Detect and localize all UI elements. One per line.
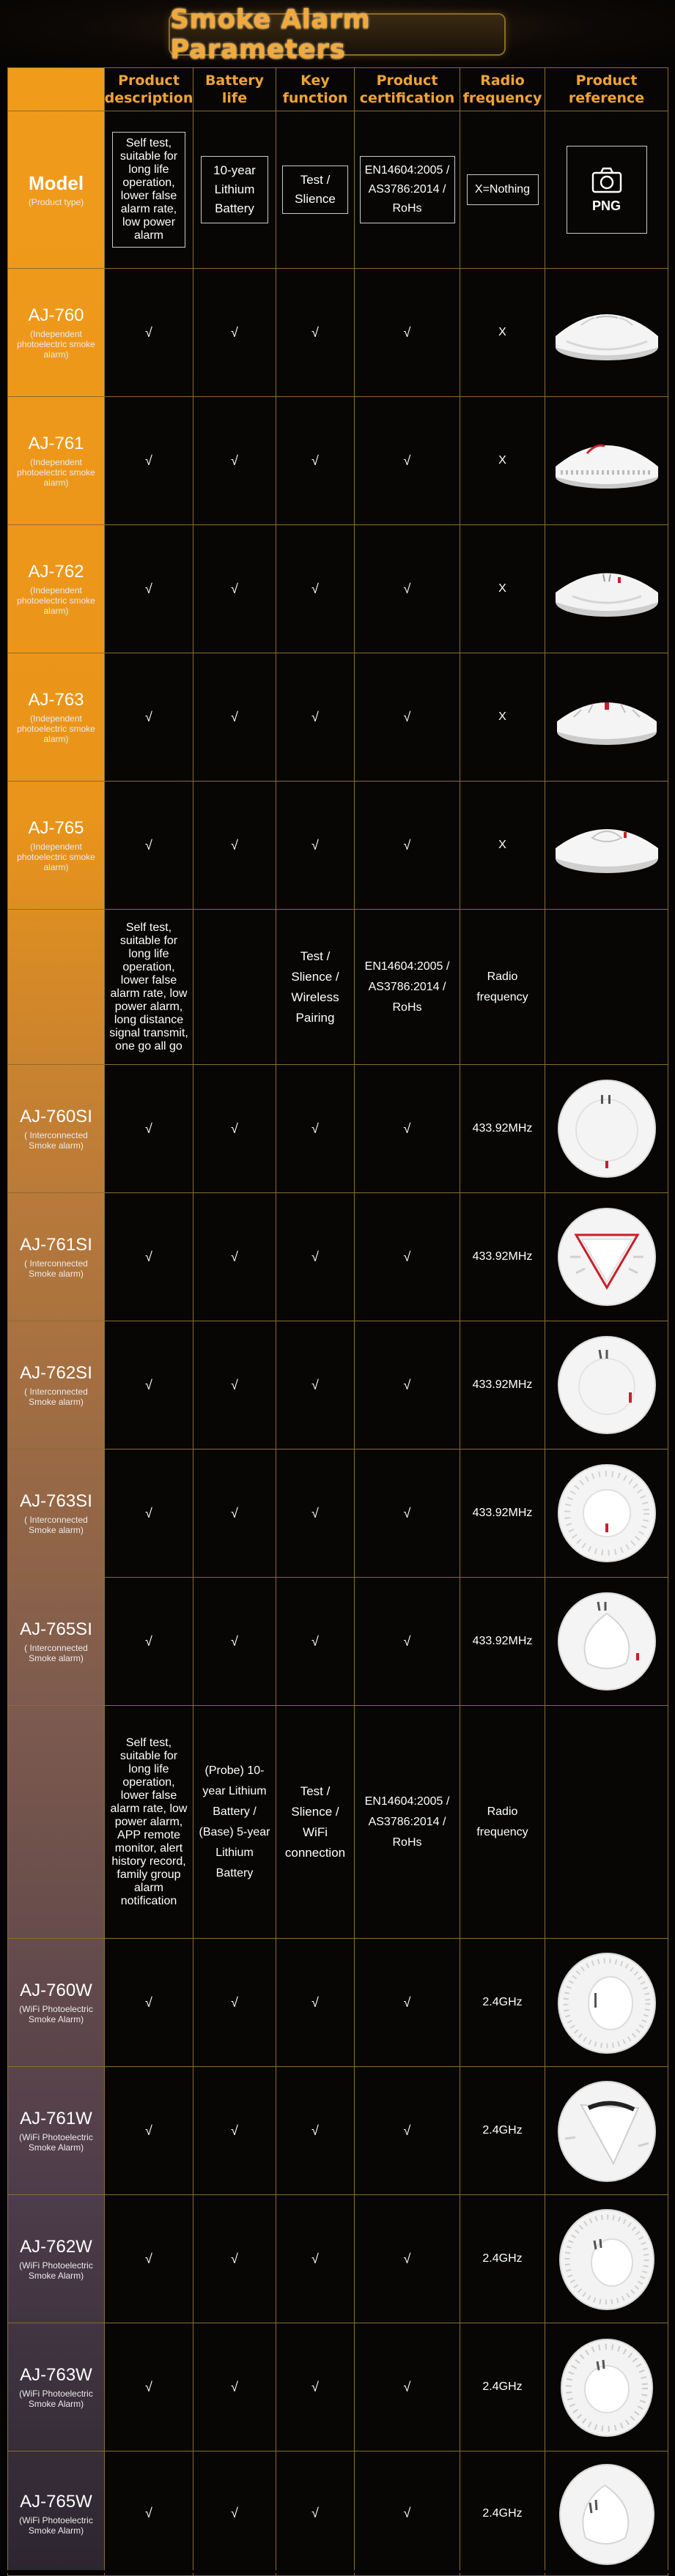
smoke-alarm-top-image [556, 1206, 658, 1308]
group2-reference-empty [545, 910, 668, 1065]
model-name: AJ-762 [28, 562, 84, 582]
smoke-alarm-side-image [552, 552, 662, 626]
page-floor [0, 2570, 675, 2573]
check-mark: √ [355, 397, 460, 525]
legend-description: Self test, suitable for long life operation, lower false alarm rate, low power alarm [112, 132, 185, 248]
col-header-reference: Product reference [545, 68, 668, 111]
radio-value: 2.4GHz [460, 1939, 545, 2067]
model-type: (Independent photoelectric smoke alarm) [17, 329, 95, 360]
check-mark: √ [193, 397, 276, 525]
legend-key: Test / Slience [282, 166, 348, 214]
group2-radio: Radio frequency [460, 910, 545, 1065]
check-mark: √ [193, 782, 276, 910]
col-header-description: Product description [105, 68, 193, 111]
check-mark: √ [193, 2451, 276, 2576]
radio-value: 2.4GHz [460, 2195, 545, 2323]
model-type: (WiFi Photoelectric Smoke Alarm) [19, 2514, 93, 2536]
smoke-alarm-angled-image [552, 2204, 662, 2314]
radio-value: 2.4GHz [460, 2067, 545, 2195]
group2-battery-empty [193, 910, 276, 1065]
page-title: Smoke Alarm Parameters [170, 4, 371, 64]
model-cell-aj-763si [8, 1450, 105, 1578]
group2-spacer [8, 910, 105, 1065]
check-mark: √ [105, 1939, 193, 2067]
model-name: AJ-760SI [20, 1107, 92, 1126]
group3-radio: Radio frequency [460, 1706, 545, 1939]
col-header-certification: Product certification [355, 68, 460, 111]
group3-reference-empty [545, 1706, 668, 1939]
check-mark: √ [276, 1939, 355, 2067]
check-mark: √ [105, 1578, 193, 1706]
check-mark: √ [105, 1321, 193, 1450]
check-mark: √ [355, 1578, 460, 1706]
legend-reference-label: PNG [591, 198, 621, 213]
model-cell-aj-762 [8, 525, 105, 653]
check-mark: √ [276, 1193, 355, 1321]
model-cell-aj-760si [8, 1065, 105, 1193]
smoke-alarm-side-image [552, 424, 662, 497]
check-mark: √ [355, 1450, 460, 1578]
model-type: (WiFi Photoelectric Smoke Alarm) [19, 2260, 93, 2281]
radio-value: X [460, 397, 545, 525]
model-type: ( Interconnected Smoke alarm) [24, 1258, 88, 1279]
model-cell-aj-761si [8, 1193, 105, 1321]
product-image-aj-765w [545, 2451, 668, 2576]
smoke-alarm-angled-image [552, 2332, 662, 2442]
check-mark: √ [355, 2067, 460, 2195]
check-mark: √ [276, 1578, 355, 1706]
model-cell-aj-760 [8, 269, 105, 397]
legend-radio-cell [460, 111, 545, 269]
product-image-aj-760w [545, 1939, 668, 2067]
model-type: (WiFi Photoelectric Smoke Alarm) [19, 2004, 93, 2024]
model-type: (Independent photoelectric smoke alarm) [17, 842, 95, 872]
check-mark: √ [276, 1321, 355, 1450]
model-type: (Independent photoelectric smoke alarm) [17, 585, 95, 616]
group3-key: Test / Slience / WiFi connection [276, 1706, 355, 1939]
check-mark: √ [105, 2195, 193, 2323]
radio-value: X [460, 525, 545, 653]
model-name: AJ-762W [20, 2237, 92, 2257]
check-mark: √ [193, 2195, 276, 2323]
model-name: AJ-761W [20, 2109, 92, 2128]
smoke-alarm-side-image [552, 809, 662, 882]
check-mark: √ [276, 397, 355, 525]
legend-key-cell [276, 111, 355, 269]
legend-battery-cell [193, 111, 276, 269]
check-mark: √ [355, 1321, 460, 1450]
check-mark: √ [105, 2451, 193, 2576]
check-mark: √ [105, 1065, 193, 1193]
radio-value: 433.92MHz [460, 1450, 545, 1578]
check-mark: √ [276, 1450, 355, 1578]
check-mark: √ [355, 2451, 460, 2576]
check-mark: √ [193, 2323, 276, 2451]
model-type: ( Interconnected Smoke alarm) [24, 1130, 88, 1151]
model-name: AJ-760 [28, 305, 84, 325]
group3-cert: EN14604:2005 / AS3786:2014 / RoHs [355, 1706, 460, 1939]
product-image-aj-765 [545, 782, 668, 910]
product-image-aj-763w [545, 2323, 668, 2451]
product-image-aj-763 [545, 653, 668, 782]
smoke-alarm-top-image [556, 1334, 658, 1436]
radio-value: 433.92MHz [460, 1321, 545, 1450]
product-image-aj-762 [545, 525, 668, 653]
check-mark: √ [193, 2067, 276, 2195]
check-mark: √ [193, 1065, 276, 1193]
check-mark: √ [276, 2323, 355, 2451]
model-type: (Independent photoelectric smoke alarm) [17, 457, 95, 488]
model-cell-aj-760w [8, 1939, 105, 2067]
legend-reference-cell [545, 111, 668, 269]
title-plate [170, 4, 504, 64]
radio-value: X [460, 269, 545, 397]
smoke-alarm-angled-image [552, 2076, 662, 2186]
check-mark: √ [355, 1065, 460, 1193]
col-header-radio: Radio frequency [460, 68, 545, 111]
group2-key: Test / Slience / Wireless Pairing [276, 910, 355, 1065]
model-cell-aj-765w [8, 2451, 105, 2576]
model-label-cell [8, 111, 105, 269]
check-mark: √ [193, 525, 276, 653]
radio-value: 2.4GHz [460, 2451, 545, 2576]
model-name: AJ-761SI [20, 1235, 92, 1255]
check-mark: √ [193, 653, 276, 782]
model-cell-aj-761 [8, 397, 105, 525]
check-mark: √ [276, 2067, 355, 2195]
model-name: AJ-761 [28, 434, 84, 453]
model-label: Model [28, 172, 84, 194]
model-type: (WiFi Photoelectric Smoke Alarm) [19, 2388, 93, 2409]
product-image-aj-760si [545, 1065, 668, 1193]
model-name: AJ-763SI [20, 1491, 92, 1511]
model-sublabel: (Product type) [28, 197, 84, 207]
smoke-alarm-angled-image [552, 2459, 662, 2569]
camera-icon [591, 166, 623, 194]
page-header [0, 0, 675, 67]
product-image-aj-761si [545, 1193, 668, 1321]
check-mark: √ [105, 2323, 193, 2451]
product-image-aj-762si [545, 1321, 668, 1450]
smoke-alarm-side-image [552, 680, 662, 754]
check-mark: √ [193, 1321, 276, 1450]
check-mark: √ [355, 2323, 460, 2451]
parameters-table [7, 67, 668, 2576]
smoke-alarm-top-image [556, 1590, 658, 1693]
check-mark: √ [193, 269, 276, 397]
model-name: AJ-765SI [20, 1619, 92, 1639]
smoke-alarm-side-image [552, 296, 662, 369]
product-image-aj-760 [545, 269, 668, 397]
check-mark: √ [355, 525, 460, 653]
model-cell-aj-765si [8, 1578, 105, 1706]
legend-reference-frame [567, 146, 647, 234]
model-name: AJ-763W [20, 2365, 92, 2385]
radio-value: X [460, 782, 545, 910]
check-mark: √ [193, 1193, 276, 1321]
check-mark: √ [105, 1450, 193, 1578]
corner-cell [8, 68, 105, 111]
model-type: (Independent photoelectric smoke alarm) [17, 713, 95, 744]
model-cell-aj-762w [8, 2195, 105, 2323]
check-mark: √ [355, 2195, 460, 2323]
radio-value: X [460, 653, 545, 782]
check-mark: √ [276, 2195, 355, 2323]
check-mark: √ [105, 525, 193, 653]
model-name: AJ-765 [28, 818, 84, 838]
product-image-aj-761 [545, 397, 668, 525]
check-mark: √ [276, 782, 355, 910]
smoke-alarm-top-image [556, 1077, 658, 1180]
check-mark: √ [276, 269, 355, 397]
check-mark: √ [193, 1939, 276, 2067]
model-name: AJ-760W [20, 1981, 92, 2000]
model-cell-aj-763 [8, 653, 105, 782]
check-mark: √ [276, 2451, 355, 2576]
check-mark: √ [355, 1939, 460, 2067]
model-type: ( Interconnected Smoke alarm) [24, 1643, 88, 1663]
check-mark: √ [276, 653, 355, 782]
check-mark: √ [105, 2067, 193, 2195]
model-name: AJ-762SI [20, 1363, 92, 1383]
model-type: ( Interconnected Smoke alarm) [24, 1515, 88, 1535]
legend-cert: EN14604:2005 / AS3786:2014 / RoHs [360, 156, 455, 223]
product-image-aj-763si [545, 1450, 668, 1578]
check-mark: √ [105, 653, 193, 782]
col-header-key-function: Key function [276, 68, 355, 111]
check-mark: √ [105, 269, 193, 397]
legend-radio: X=Nothing [467, 174, 539, 205]
model-type: (WiFi Photoelectric Smoke Alarm) [19, 2132, 93, 2153]
group2-cert: EN14604:2005 / AS3786:2014 / RoHs [355, 910, 460, 1065]
model-cell-aj-761w [8, 2067, 105, 2195]
radio-value: 433.92MHz [460, 1193, 545, 1321]
legend-description-cell [105, 111, 193, 269]
group2-description: Self test, suitable for long life operation, lower false alarm rate, low power alarm, long distance signal transmit, one go all go [105, 910, 193, 1065]
check-mark: √ [355, 269, 460, 397]
model-cell-aj-765 [8, 782, 105, 910]
model-type: ( Interconnected Smoke alarm) [24, 1387, 88, 1407]
check-mark: √ [105, 397, 193, 525]
group3-battery: (Probe) 10-year Lithium Battery / (Base) 5-year Lithium Battery [193, 1706, 276, 1939]
check-mark: √ [105, 782, 193, 910]
radio-value: 433.92MHz [460, 1065, 545, 1193]
check-mark: √ [193, 1578, 276, 1706]
legend-battery: 10-year Lithium Battery [201, 156, 268, 223]
radio-value: 433.92MHz [460, 1578, 545, 1706]
check-mark: √ [193, 1450, 276, 1578]
radio-value: 2.4GHz [460, 2323, 545, 2451]
legend-cert-cell [355, 111, 460, 269]
check-mark: √ [276, 1065, 355, 1193]
product-image-aj-765si [545, 1578, 668, 1706]
check-mark: √ [276, 525, 355, 653]
model-cell-aj-763w [8, 2323, 105, 2451]
model-cell-aj-762si [8, 1321, 105, 1450]
group3-description: Self test, suitable for long life operation, lower false alarm rate, low power alarm, APP remote monitor, alert history record, family group alarm notification [105, 1706, 193, 1939]
check-mark: √ [355, 653, 460, 782]
col-header-battery: Battery life [193, 68, 276, 111]
check-mark: √ [355, 782, 460, 910]
model-name: AJ-765W [20, 2491, 92, 2512]
model-name: AJ-763 [28, 690, 84, 710]
product-image-aj-762w [545, 2195, 668, 2323]
check-mark: √ [355, 1193, 460, 1321]
check-mark: √ [105, 1193, 193, 1321]
smoke-alarm-angled-image [552, 1948, 662, 2057]
group3-spacer [8, 1706, 105, 1939]
smoke-alarm-top-image [556, 1462, 658, 1564]
product-image-aj-761w [545, 2067, 668, 2195]
